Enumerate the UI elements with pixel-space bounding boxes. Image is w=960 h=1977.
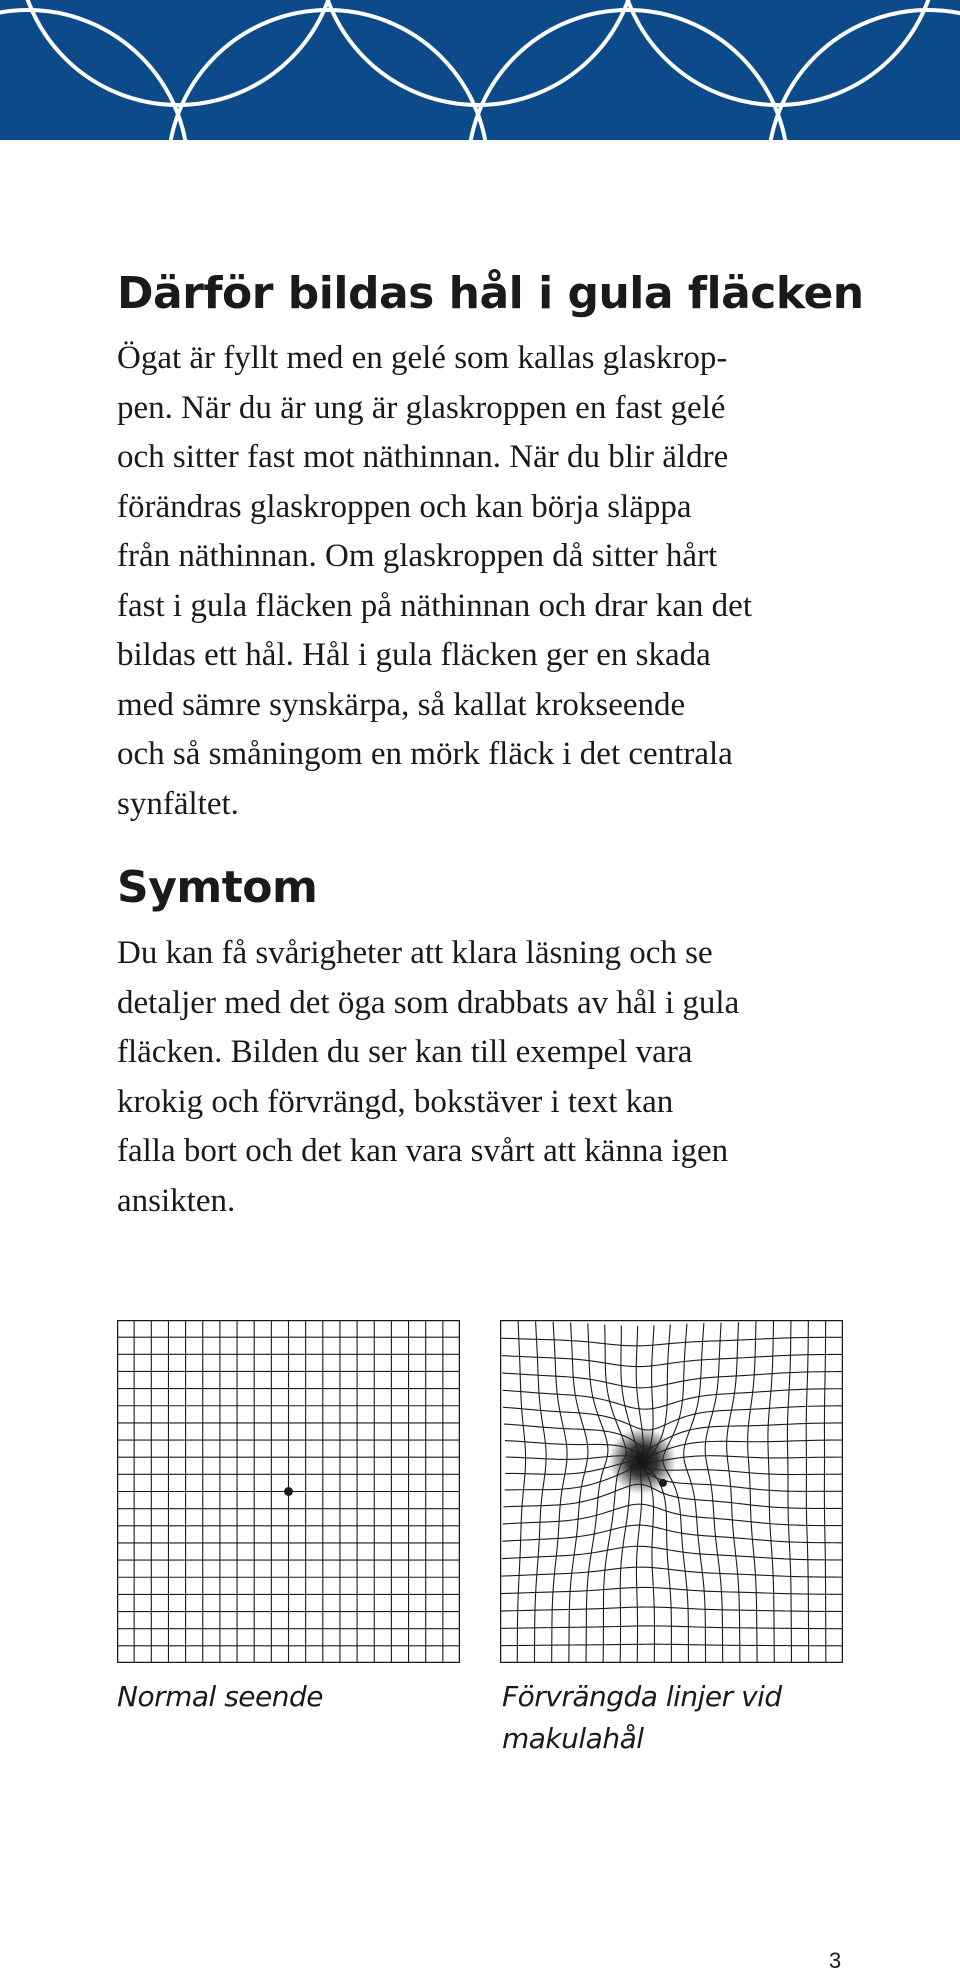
distorted-grid-line-vertical: [603, 1325, 626, 1663]
distorted-grid-line-vertical: [586, 1323, 608, 1662]
body-line: synfältet.: [117, 785, 239, 822]
amsler-grid-distorted: [500, 1320, 843, 1663]
body-line: Ögat är fyllt med en gelé som kallas glaskrop-: [117, 340, 728, 376]
section-body-cause: [117, 334, 857, 829]
body-line: med sämre synskärpa, så kallat krokseende: [117, 686, 686, 723]
body-line: detaljer med det öga som drabbats av hål i gula: [117, 984, 740, 1021]
distorted-grid-line-vertical: [727, 1322, 740, 1663]
caption-line: makulahål: [502, 1722, 644, 1755]
body-line: förändras glaskroppen och kan börja släppa: [117, 488, 692, 525]
distorted-grid-line-vertical: [552, 1322, 567, 1663]
distorted-grid-line-horizontal: [502, 1546, 843, 1560]
distorted-grid-line-vertical: [517, 1321, 525, 1663]
distorted-grid-line-horizontal: [503, 1406, 842, 1430]
section-heading-symptoms: Symtom: [117, 862, 318, 913]
distorted-grid-line-vertical: [534, 1321, 546, 1662]
distorted-grid-line-horizontal: [502, 1372, 842, 1388]
distorted-grid-line-horizontal: [501, 1567, 842, 1577]
decorative-banner: [0, 0, 960, 140]
body-line: krokig och förvrängd, bokstäver i text kan: [117, 1083, 674, 1120]
body-line: bildas ett hål. Hål i gula fläcken ger en skada: [117, 637, 711, 673]
body-line: ansikten.: [117, 1182, 236, 1219]
distorted-grid-line-horizontal: [501, 1587, 843, 1594]
body-line: och så småningom en mörk fläck i det centrala: [117, 736, 733, 772]
distorted-grid-line-horizontal: [503, 1504, 843, 1525]
distorted-grid-line-horizontal: [502, 1525, 842, 1543]
body-line: från näthinnan. Om glaskroppen då sitter hårt: [117, 538, 718, 574]
page-number: 3: [829, 1948, 842, 1973]
figure-caption-normal: [117, 1676, 323, 1718]
caption-line: Förvrängda linjer vid: [502, 1680, 782, 1713]
distorted-grid-line-vertical: [768, 1321, 774, 1663]
distorted-grid-line-vertical: [705, 1323, 723, 1663]
distorted-grid-line-vertical: [569, 1322, 588, 1662]
distorted-grid-line-horizontal: [503, 1389, 843, 1409]
distorted-grid-line-horizontal: [501, 1337, 843, 1346]
distorted-grid-line-horizontal: [503, 1484, 842, 1508]
distorted-grid-line-horizontal: [502, 1354, 843, 1366]
amsler-grid-normal: [117, 1320, 460, 1663]
caption-line: Normal seende: [117, 1680, 323, 1713]
body-line: falla bort och det kan vara svårt att känna igen: [117, 1133, 729, 1169]
distorted-grid-line-vertical: [684, 1323, 706, 1662]
section-heading-cause: Därför bildas hål i gula fläcken: [117, 268, 864, 319]
body-line: och sitter fast mot näthinnan. När du blir äldre: [117, 439, 729, 475]
section-body-symptoms: [117, 929, 857, 1226]
figure-caption-distorted: [502, 1676, 782, 1760]
body-line: Du kan få svårigheter att klara läsning och se: [117, 935, 713, 971]
distorted-grid-line-vertical: [663, 1324, 688, 1663]
fixation-dot: [284, 1487, 293, 1496]
body-line: fläcken. Bilden du ser kan till exempel vara: [117, 1034, 693, 1070]
fixation-dot: [659, 1479, 667, 1487]
distorted-grid-line-vertical: [748, 1321, 757, 1662]
body-line: fast i gula fläcken på näthinnan och drar kan det: [117, 587, 752, 624]
body-line: pen. När du är ung är glaskroppen en fast gelé: [117, 389, 726, 426]
